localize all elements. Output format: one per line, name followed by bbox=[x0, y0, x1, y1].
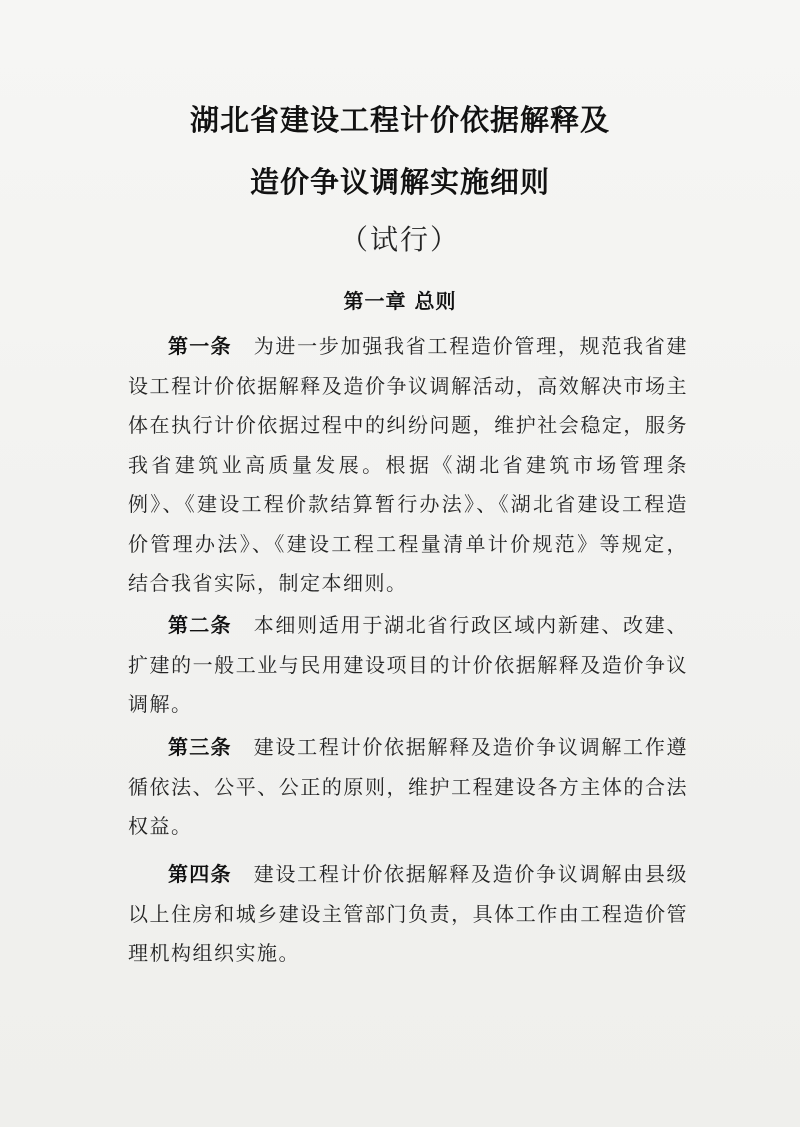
article-4-text: 建设工程计价依据解释及造价争议调解由县级以上住房和城乡建设主管部门负责，具体工作由工程造价管理机构组织实施。 bbox=[128, 862, 689, 965]
article-2-label: 第二条 bbox=[168, 613, 232, 637]
article-1-label: 第一条 bbox=[168, 334, 232, 358]
article-4-label: 第四条 bbox=[168, 862, 232, 886]
document-subtitle: （试行） bbox=[339, 223, 460, 256]
document-title-line-2: 造价争议调解实施细则 bbox=[249, 165, 550, 199]
article-3-label: 第三条 bbox=[168, 735, 232, 759]
article-1-text: 为进一步加强我省工程造价管理，规范我省建设工程计价依据解释及造价争议调解活动，高效解决市场主体在执行计价依据过程中的纠纷问题，维护社会稳定，服务我省建筑业高质量发展。根据《湖北省建筑市场管理条例》、《建设工程价款结算暂行办法》、《湖北省建设工程造价管理办法》、《建设工程工程量清单计价规范》等规定，结合我省实际，制定本细则。 bbox=[128, 334, 689, 595]
article-1 bbox=[128, 327, 688, 604]
document-title-line-1: 湖北省建设工程计价依据解释及 bbox=[189, 103, 610, 137]
chapter-heading: 第一章 总则 bbox=[343, 289, 457, 313]
article-2-text: 本细则适用于湖北省行政区域内新建、改建、扩建的一般工业与民用建设项目的计价依据解释及造价争议调解。 bbox=[128, 613, 689, 716]
article-2 bbox=[128, 606, 688, 725]
article-4 bbox=[128, 855, 688, 974]
article-3-text: 建设工程计价依据解释及造价争议调解工作遵循依法、公平、公正的原则，维护工程建设各方主体的合法权益。 bbox=[128, 735, 689, 838]
article-3 bbox=[128, 728, 688, 847]
